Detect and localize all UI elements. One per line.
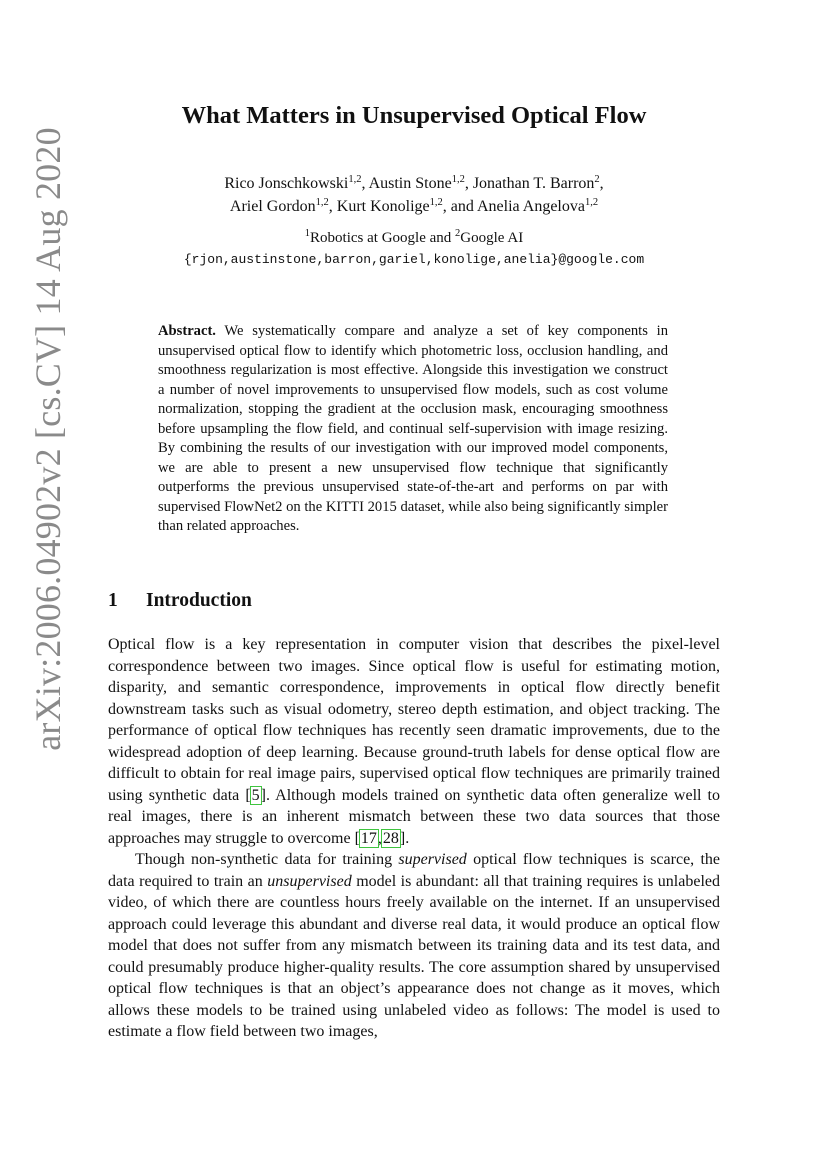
paragraph-text: , <box>377 829 382 847</box>
section-number: 1 <box>108 590 118 611</box>
affiliation-name: Robotics at Google and <box>310 230 456 246</box>
citation-link[interactable]: 5 <box>251 786 260 804</box>
introduction-body <box>108 634 720 1043</box>
author-name: , Kurt Konolige <box>328 198 430 215</box>
affiliation-marker: 1,2 <box>429 197 443 208</box>
affiliation-name: Google AI <box>460 230 524 246</box>
affiliation-marker: 1,2 <box>584 197 599 208</box>
paragraph-text: ]. Although models trained on synthetic data often generalize well to real images, there is an inherent mismatch between these two data sources that those approaches may struggle to overcome [ <box>108 786 720 847</box>
emphasis: unsupervised <box>267 872 352 890</box>
paragraph-text: Though non-synthetic data for training <box>135 851 399 868</box>
paragraph <box>108 849 720 1043</box>
arxiv-identifier-stamp <box>20 128 76 750</box>
paragraph <box>108 634 720 849</box>
abstract <box>158 322 668 537</box>
arxiv-stamp-text: arXiv:2006.04902v2 [cs.CV] 14 Aug 2020 <box>28 127 68 751</box>
affiliations <box>108 228 720 270</box>
paragraph-text: model is abundant: all that training requires is unlabeled video, of which there are countless hours freely available on the internet. If an unsupervised approach could leverage this abundant and diverse real data, it would produce an optical flow model that does not suffer from any mismatch between its training data and its test data, and could presumably produce higher-quality results. The core assumption shared by unsupervised optical flow techniques is that an object’s appearance does not change as it moves, which allows these models to be trained using unlabeled video as follows: The model is used to estimate a flow field between two images, <box>108 872 720 1040</box>
author-name: , Jonathan T. Barron <box>464 175 595 192</box>
section-title: Introduction <box>146 590 252 611</box>
paragraph-text: ]. <box>399 829 410 847</box>
author-emails: {rjon,austinstone,barron,gariel,konolige,anelia}@google.com <box>183 252 645 267</box>
affiliation-marker: 2 <box>594 174 600 185</box>
author-name: Ariel Gordon <box>229 198 316 215</box>
abstract-text: We systematically compare and analyze a set of key components in unsupervised optical flow to identify which photometric loss, occlusion handling, and smoothness regularization is most effective. Alongside this investigation we construct a number of novel improvements to unsupervised flow models, such as cost volume normalization, stopping the gradient at the occlusion mask, encouraging smoothness before upsampling the flow field, and continual self-supervision with image resizing. By combining the results of our investigation with our improved model components, we are able to present a new unsupervised flow technique that significantly outperforms the previous unsupervised state-of-the-art and performs on par with supervised FlowNet2 on the KITTI 2015 dataset, while also being significantly simpler than related approaches. <box>158 323 668 534</box>
affiliation-marker: 1,2 <box>315 197 329 208</box>
paper-title: What Matters in Unsupervised Optical Flow <box>181 102 647 129</box>
author-name: , and Anelia Angelova <box>442 198 585 215</box>
paragraph-text: Optical flow is a key representation in computer vision that describes the pixel-level correspondence between two images. Since optical flow is useful for estimating motion, disparity, and semantic correspondence, improvements in optical flow directly benefit downstream tasks such as visual odometry, stereo depth estimation, and object tracking. The performance of optical flow techniques has recently seen dramatic improvements, due to the widespread adoption of deep learning. Because ground-truth labels for dense optical flow are difficult to obtain for real image pairs, supervised optical flow techniques are primarily trained using synthetic data [ <box>108 636 720 804</box>
section-heading <box>108 590 252 612</box>
author-separator: , <box>599 175 604 192</box>
affiliation-marker: 2 <box>455 228 461 239</box>
paragraph-text: optical flow techniques is scarce, the data required to train an <box>108 851 721 890</box>
affiliation-marker: 1,2 <box>451 174 465 185</box>
author-name: , Austin Stone <box>361 175 452 192</box>
citation-link[interactable]: 28 <box>382 829 399 847</box>
abstract-label: Abstract. <box>158 323 216 339</box>
citation-link[interactable]: 17 <box>360 829 377 847</box>
affiliation-marker: 1,2 <box>348 174 362 185</box>
affiliation-marker: 1 <box>304 228 311 239</box>
emphasis: supervised <box>398 851 467 868</box>
author-name: Rico Jonschkowski <box>224 175 349 192</box>
author-list <box>108 172 720 218</box>
